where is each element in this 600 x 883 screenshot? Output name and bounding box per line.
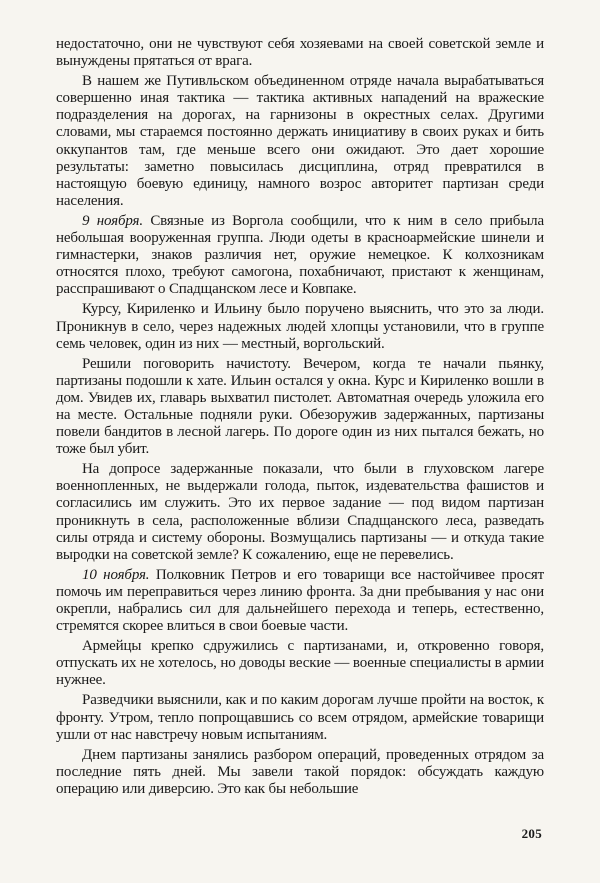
paragraph-text: Армейцы крепко сдружились с партизанами, и, откровенно говоря, отпускать их не хотелось, но доводы веские — военные специалисты в армии нужнее. bbox=[56, 638, 544, 689]
paragraph-text: Связные из Воргола сообщили, что к ним в село прибыла небольшая вооруженная группа. Люди одеты в красноармейские шинели и гимнастерки, знаков различия нет, оружие немецкое. К колхозникам относятся плохо, требуют самогона, похабничают, пристают к женщинам, расспрашивают о Спадщанском лесе и Ковпаке. bbox=[56, 212, 544, 298]
diary-date: 10 ноября. bbox=[82, 566, 150, 583]
paragraph-continuation bbox=[56, 36, 544, 70]
paragraph-army-friendship bbox=[56, 638, 544, 689]
paragraph-scouts-assigned bbox=[56, 301, 544, 352]
paragraph-text: Решили поговорить начистоту. Вечером, когда те начали пьянку, партизаны подошли к хате. Ильин остался у окна. Курс и Кириленко вошли в дом. Увидев их, главарь выхватил пистолет. Автоматная очередь уложила его на месте. Остальные подняли руки. Обезоружив задержанных, партизаны повели бандитов в лесной лагерь. По дороге один из них пытался бежать, но тоже был убит. bbox=[56, 355, 544, 458]
paragraph-interrogation bbox=[56, 461, 544, 564]
paragraph-departure bbox=[56, 692, 544, 743]
paragraph-text: Разведчики выяснили, как и по каким дорогам лучше пройти на восток, к фронту. Утром, тепло попрощавшись со всем отрядом, армейские товарищи ушли от нас навстречу новым испытаниям. bbox=[56, 692, 544, 743]
paragraph-text: В нашем же Путивльском объединенном отряде начала вырабатываться совершенно иная тактика — тактика активных нападений на вражеские подразделения на дорогах, на гарнизоны в окрестных селах. Другими словами, мы стараемся постоянно держать инициативу в своих руках и бить оккупантов там, где меньше всего они ожидают. Это дает хорошие результаты: заметно повысилась дисциплина, отряд превратился в настоящую боевую единицу, намного возрос авторитет партизан среди населения. bbox=[56, 73, 544, 209]
diary-date: 9 ноября. bbox=[82, 212, 143, 229]
paragraph-text: Днем партизаны занялись разбором операций, проведенных отрядом за последние пять дней. Мы завели такой порядок: обсуждать каждую операцию или диверсию. Это как бы небольшие bbox=[56, 746, 544, 797]
paragraph-text: Полковник Петров и его товарищи все настойчивее просят помочь им переправиться через линию фронта. За дни пребывания у нас они окрепли, набрались сил для дальнейшего перехода и теперь, естественно, стремятся скорее влиться в свои боевые части. bbox=[56, 566, 544, 635]
paragraph-text: Курсу, Кириленко и Ильину было поручено выяснить, что это за люди. Проникнув в село, через надежных людей хлопцы установили, что в группе семь человек, один из них — местный, воргольский. bbox=[56, 301, 544, 352]
paragraph-text: недостаточно, они не чувствуют себя хозяевами на своей советской земле и вынуждены прятаться от врага. bbox=[56, 36, 544, 70]
page-number: 205 bbox=[521, 826, 542, 841]
paragraph-confrontation bbox=[56, 356, 544, 459]
paragraph-nov-9 bbox=[56, 213, 544, 298]
paragraph-review bbox=[56, 747, 544, 798]
paragraph-tactics bbox=[56, 73, 544, 210]
paragraph-nov-10 bbox=[56, 567, 544, 635]
paragraph-text: На допросе задержанные показали, что были в глуховском лагере военнопленных, не выдержали голода, пыток, издевательства фашистов и согласились им служить. Это их первое задание — под видом партизан проникнуть в села, расположенные вблизи Спадщанского леса, разведать силы отряда и систему обороны. Возмущались партизаны — и откуда такие выродки на советской земле? К сожалению, еще не перевелись. bbox=[56, 461, 544, 563]
